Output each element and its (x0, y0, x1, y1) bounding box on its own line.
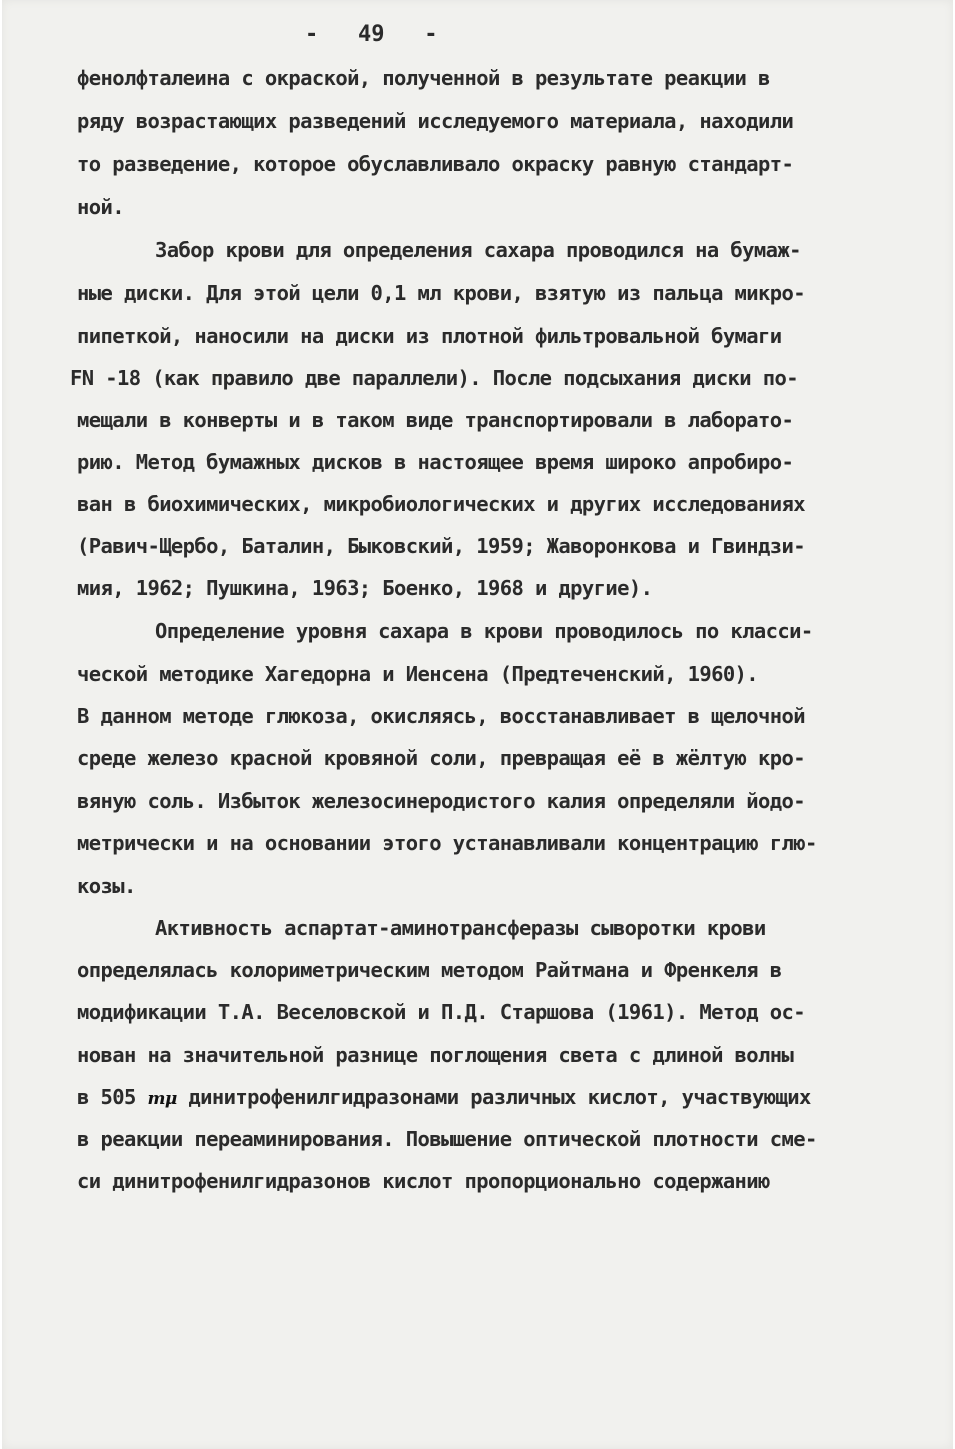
text-fragment: в 505 (77, 1085, 148, 1109)
text-line: определялась колориметрическим методом Райтмана и Френкеля в (77, 958, 782, 982)
text-line: ной. (77, 195, 124, 219)
text-line: среде железо красной кровяной соли, превращая её в жёлтую кро- (77, 746, 806, 770)
text-line: пипеткой, наносили на диски из плотной фильтровальной бумаги (77, 324, 782, 348)
text-line: метрически и на основании этого устанавливали концентрацию глю- (77, 831, 817, 855)
text-line: вяную соль. Избыток железосинеродистого калия определяли йодо- (77, 789, 806, 813)
text-line-with-handwritten-unit (77, 1085, 811, 1109)
paragraph-start-line: Активность аспартат-аминотрансферазы сыворотки крови (155, 916, 766, 940)
text-line: мия, 1962; Пушкина, 1963; Боенко, 1968 и другие). (77, 576, 653, 600)
text-line: ван в биохимических, микробиологических и других исследованиях (77, 492, 806, 516)
handwritten-unit: mμ (147, 1089, 177, 1109)
paragraph-start-line: Определение уровня сахара в крови проводилось по класси- (155, 619, 813, 643)
text-line: рию. Метод бумажных дисков в настоящее время широко апробиро- (77, 450, 794, 474)
text-line: FN -18 (как правило две параллели). После подсыхания диски по- (70, 366, 799, 390)
text-fragment: динитрофенилгидразонами различных кислот, участвующих (176, 1085, 811, 1109)
text-line: то разведение, которое обуславливало окраску равную стандарт- (77, 152, 794, 176)
page-number: - 49 - (305, 22, 438, 47)
text-line: нован на значительной разнице поглощения света с длиной волны (77, 1043, 794, 1067)
text-line: фенолфталеина с окраской, полученной в результате реакции в (77, 66, 770, 90)
text-line: модификации Т.А. Веселовской и П.Д. Старшова (1961). Метод ос- (77, 1000, 806, 1024)
paragraph-start-line: Забор крови для определения сахара проводился на бумаж- (155, 238, 801, 262)
text-line: (Равич-Щербо, Баталин, Быковский, 1959; Жаворонкова и Гвиндзи- (77, 534, 806, 558)
document-page (2, 0, 953, 1449)
text-line: ные диски. Для этой цели 0,1 мл крови, взятую из пальца микро- (77, 281, 806, 305)
text-line: ческой методике Хагедорна и Иенсена (Предтеченский, 1960). (77, 662, 759, 686)
text-line: мещали в конверты и в таком виде транспортировали в лаборато- (77, 408, 794, 432)
text-line: козы. (77, 874, 136, 898)
text-line: си динитрофенилгидразонов кислот пропорционально содержанию (77, 1169, 770, 1193)
text-line: В данном методе глюкоза, окисляясь, восстанавливает в щелочной (77, 704, 806, 728)
text-line: в реакции переаминирования. Повышение оптической плотности сме- (77, 1127, 817, 1151)
text-line: ряду возрастающих разведений исследуемого материала, находили (77, 109, 794, 133)
